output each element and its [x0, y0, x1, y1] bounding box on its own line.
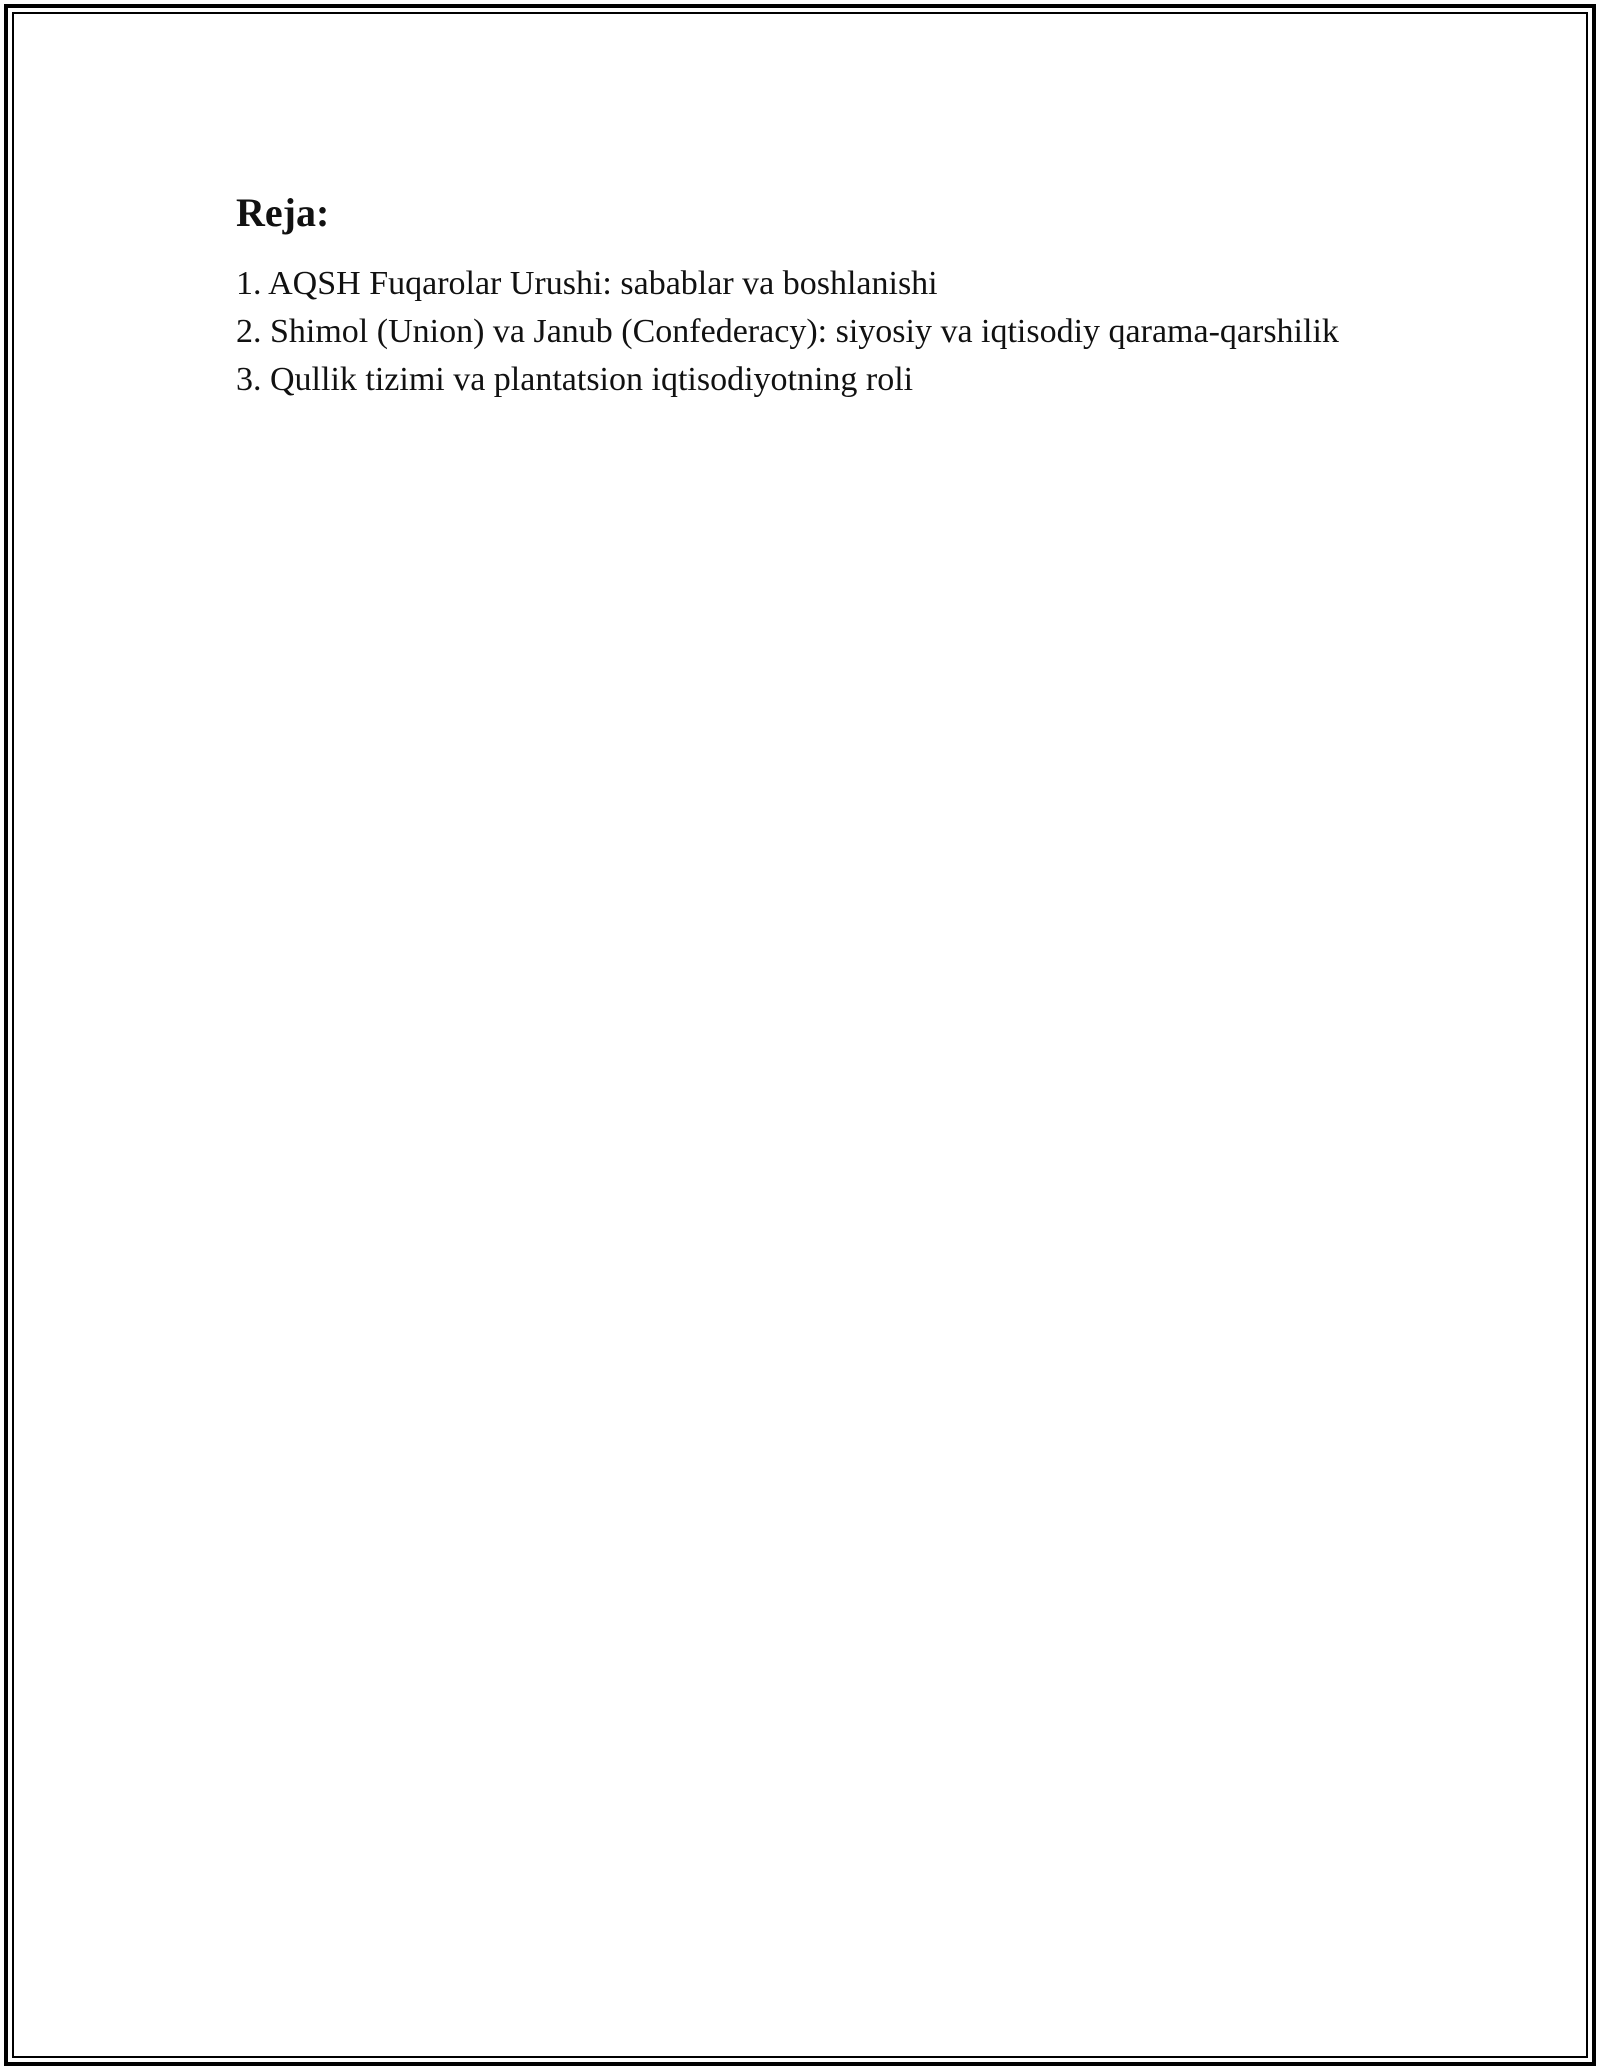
plan-item-2	[236, 308, 1366, 356]
page-content	[236, 186, 1366, 404]
plan-item-1	[236, 260, 1366, 308]
plan-item-text: AQSH Fuqarolar Urushi: sabablar va boshlanishi	[268, 265, 938, 302]
plan-item-text: Shimol (Union) va Janub (Confederacy): siyosiy va iqtisodiy qarama-qarshilik	[270, 313, 1339, 350]
plan-item-number: 2.	[236, 313, 262, 350]
plan-item-number: 3.	[236, 361, 262, 398]
plan-item-number: 1.	[236, 265, 262, 302]
plan-item-3	[236, 356, 1366, 404]
plan-item-text: Qullik tizimi va plantatsion iqtisodiyotning roli	[270, 361, 914, 398]
plan-heading: Reja:	[236, 190, 330, 235]
plan-list	[236, 260, 1366, 404]
